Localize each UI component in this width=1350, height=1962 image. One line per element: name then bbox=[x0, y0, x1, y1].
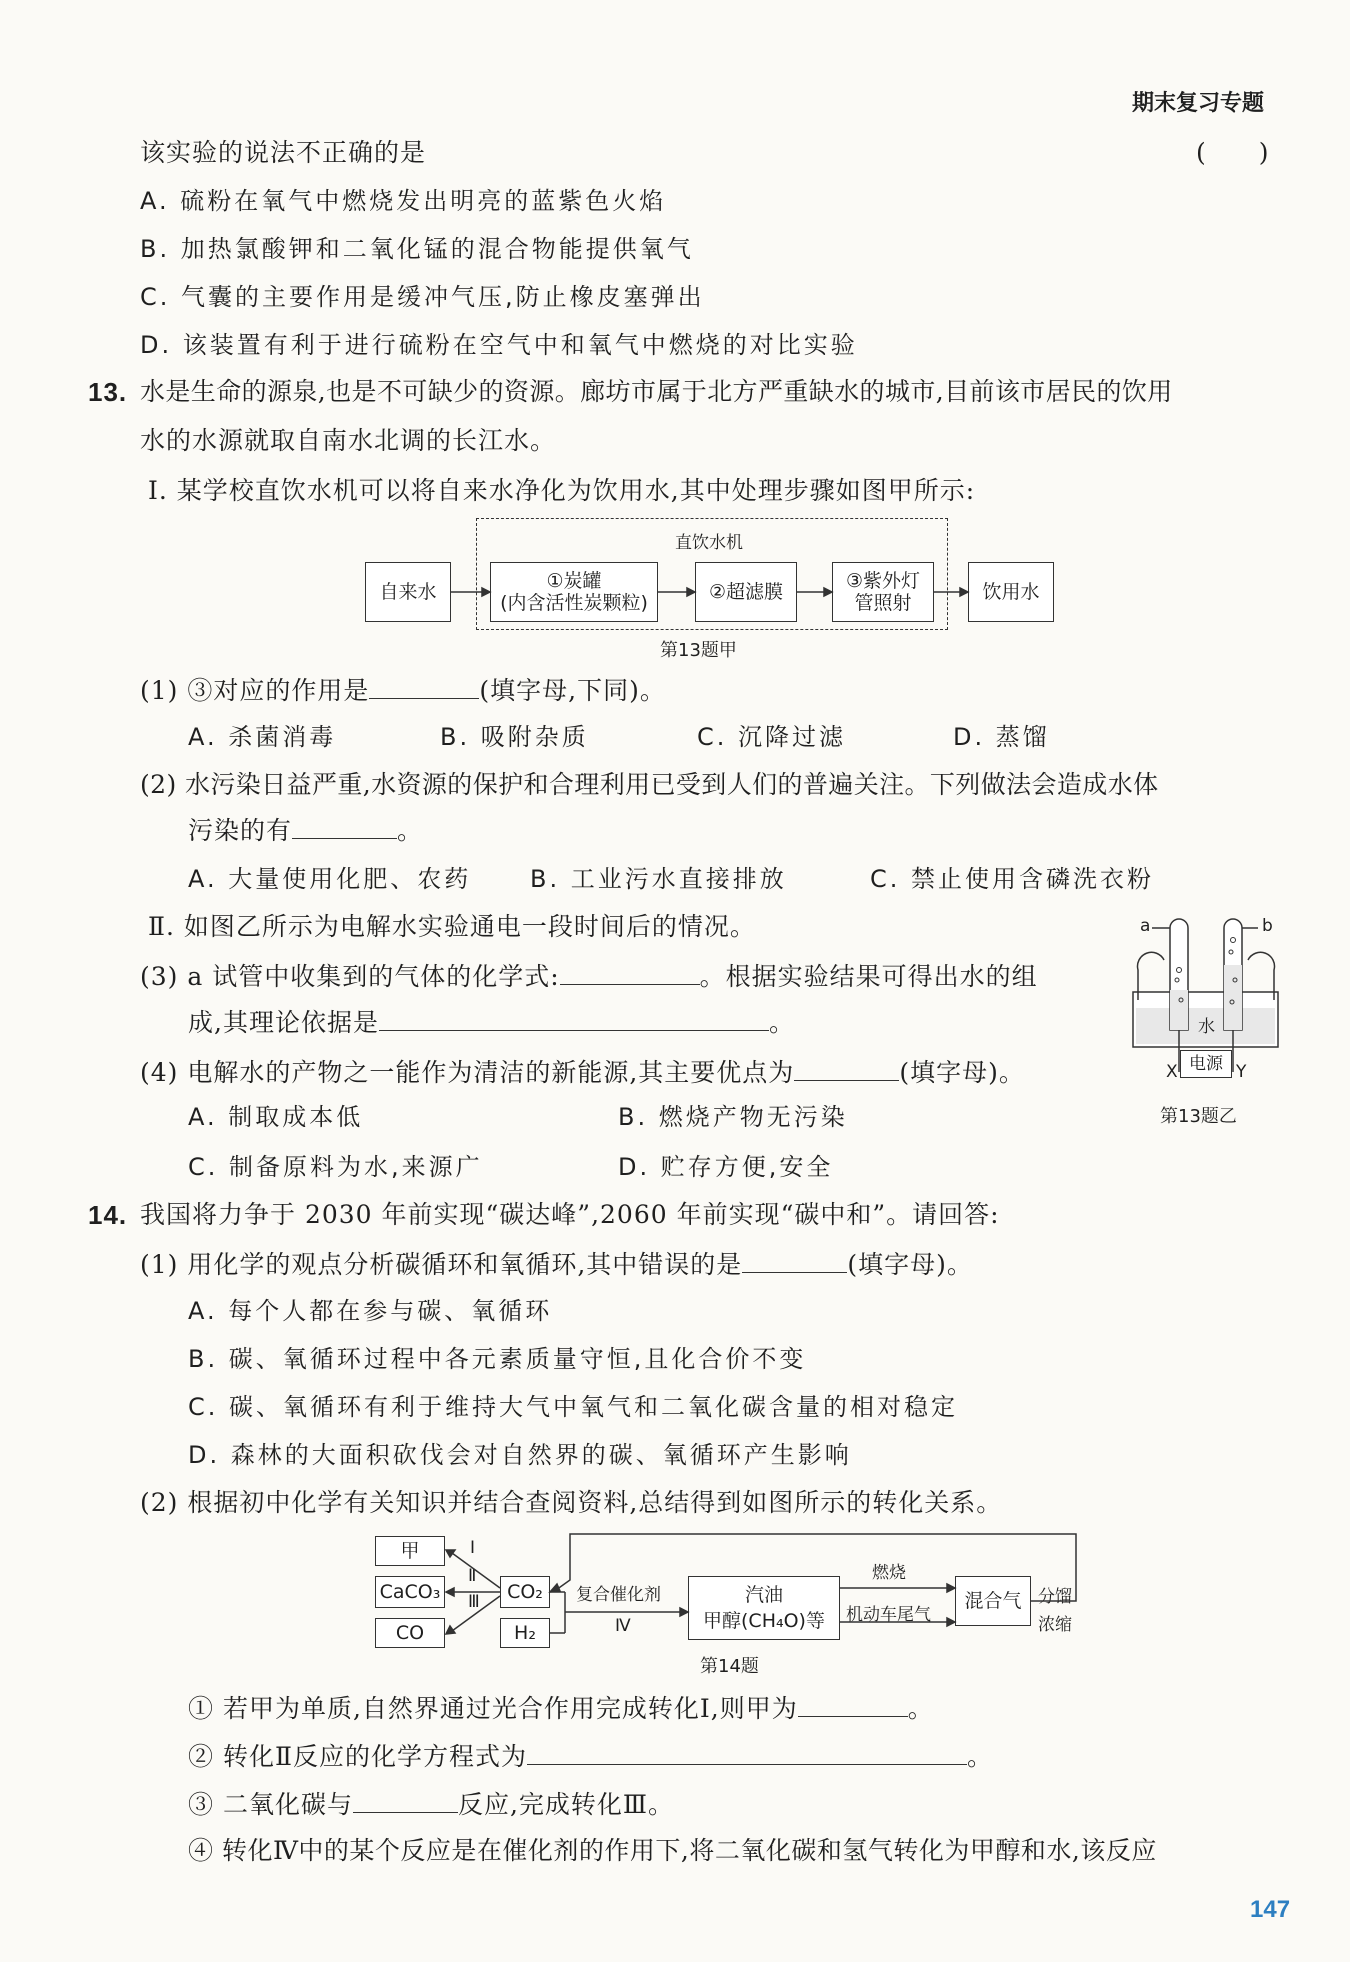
q13-sub4: (4) 电解水的产物之一能作为清洁的新能源,其主要优点为 (填字母)。 bbox=[140, 1054, 1025, 1090]
mixed-gas-box: 混合气 bbox=[955, 1576, 1031, 1626]
uv-lamp-box: ③紫外灯 管照射 bbox=[832, 562, 934, 622]
q13-s1-option-a: A. 杀菌消毒 bbox=[188, 723, 337, 751]
q13-stem-line1: 水是生命的源泉,也是不可缺少的资源。廊坊市属于北方严重缺水的城市,目前该市居民的饮用 bbox=[140, 377, 1173, 406]
q12-option-a: A. 硫粉在氧气中燃烧发出明亮的蓝紫色火焰 bbox=[140, 187, 667, 215]
q14-s1-option-a: A. 每个人都在参与碳、氧循环 bbox=[188, 1297, 553, 1325]
source-box: 自来水 bbox=[365, 562, 451, 622]
flow-arrows bbox=[360, 518, 1060, 648]
output-box: 饮用水 bbox=[968, 562, 1054, 622]
q12-option-c: C. 气囊的主要作用是缓冲气压,防止橡皮塞弹出 bbox=[140, 283, 705, 311]
q14-s1-option-b: B. 碳、氧循环过程中各元素质量守恒,且化合价不变 bbox=[188, 1345, 807, 1373]
water-label: 水 bbox=[1198, 1017, 1215, 1037]
tube-a-label: a bbox=[1140, 916, 1151, 936]
answer-blank[interactable] bbox=[369, 672, 479, 699]
electrolysis-apparatus bbox=[1128, 910, 1288, 1090]
q13-sub3-line1: (3) a 试管中收集到的气体的化学式: 。根据实验结果可得出水的组 bbox=[140, 958, 1038, 994]
q13-part1: Ⅰ. 某学校直饮水机可以将自来水净化为饮用水,其中处理步骤如图甲所示: bbox=[148, 476, 976, 505]
carbon-tank-box: ①炭罐 (内含活性炭颗粒) bbox=[490, 562, 658, 622]
q14-c2: ② 转化Ⅱ反应的化学方程式为 。 bbox=[188, 1738, 993, 1774]
page-number: 147 bbox=[1250, 1896, 1291, 1923]
exhaust-label: 机动车尾气 bbox=[846, 1605, 931, 1625]
q14-s1-option-c: C. 碳、氧循环有利于维持大气中氧气和二氧化碳含量的相对稳定 bbox=[188, 1393, 959, 1421]
section-header: 期末复习专题 bbox=[1132, 91, 1265, 116]
figure-caption-14: 第14题 bbox=[700, 1656, 759, 1677]
co-box: CO bbox=[375, 1618, 445, 1648]
q13-s4-option-a: A. 制取成本低 bbox=[188, 1103, 364, 1131]
figure-caption-13b: 第13题乙 bbox=[1160, 1106, 1237, 1127]
q13-s4-option-c: C. 制备原料为水,来源广 bbox=[188, 1153, 483, 1181]
q13-sub2-line1: (2) 水污染日益严重,水资源的保护和合理利用已受到人们的普遍关注。下列做法会造成水体 bbox=[140, 770, 1159, 799]
power-source-box: 电源 bbox=[1180, 1050, 1232, 1078]
terminal-y-label: Y bbox=[1236, 1062, 1247, 1082]
q13-s1-option-b: B. 吸附杂质 bbox=[440, 723, 589, 751]
answer-blank[interactable] bbox=[353, 1786, 458, 1813]
jia-box: 甲 bbox=[375, 1536, 445, 1566]
answer-blank[interactable] bbox=[527, 1738, 967, 1765]
catalyst-label: 复合催化剂 bbox=[576, 1585, 661, 1605]
q13-s2-option-b: B. 工业污水直接排放 bbox=[530, 865, 787, 893]
tube-b-label: b bbox=[1262, 916, 1273, 936]
product-box: 汽油 甲醇(CH₄O)等 bbox=[688, 1576, 840, 1640]
q13-sub1: (1) ③对应的作用是 (填字母,下同)。 bbox=[140, 672, 666, 708]
caco3-box: CaCO₃ bbox=[375, 1576, 445, 1608]
q14-sub2: (2) 根据初中化学有关知识并结合查阅资料,总结得到如图所示的转化关系。 bbox=[140, 1488, 1003, 1517]
answer-blank[interactable] bbox=[794, 1054, 899, 1081]
concentration-label: 浓缩 bbox=[1038, 1615, 1072, 1635]
q12-option-b: B. 加热氯酸钾和二氧化锰的混合物能提供氧气 bbox=[140, 235, 694, 263]
q14-number: 14. bbox=[88, 1200, 128, 1230]
q13-s2-option-c: C. 禁止使用含磷洗衣粉 bbox=[870, 865, 1155, 893]
answer-blank[interactable] bbox=[798, 1690, 908, 1717]
reaction-2-label: Ⅱ bbox=[468, 1566, 477, 1586]
q14-stem: 我国将力争于 2030 年前实现“碳达峰”,2060 年前实现“碳中和”。请回答: bbox=[140, 1200, 1000, 1229]
q12-option-d: D. 该装置有利于进行硫粉在空气中和氧气中燃烧的对比实验 bbox=[140, 331, 858, 359]
transformation-diagram bbox=[370, 1530, 1100, 1650]
q13-stem-line2: 水的水源就取自南水北调的长江水。 bbox=[140, 426, 557, 455]
co2-box: CO₂ bbox=[500, 1576, 550, 1608]
answer-blank[interactable] bbox=[379, 1004, 769, 1031]
reaction-3-label: Ⅲ bbox=[468, 1592, 480, 1612]
terminal-x-label: X bbox=[1166, 1062, 1178, 1082]
q13-s4-option-b: B. 燃烧产物无污染 bbox=[618, 1103, 848, 1131]
answer-blank[interactable] bbox=[742, 1246, 847, 1273]
q13-s1-option-c: C. 沉降过滤 bbox=[697, 723, 847, 751]
answer-blank[interactable] bbox=[292, 812, 397, 839]
fractionation-label: 分馏 bbox=[1038, 1587, 1072, 1607]
machine-label: 直饮水机 bbox=[675, 533, 743, 553]
q14-c1: ① 若甲为单质,自然界通过光合作用完成转化Ⅰ,则甲为 。 bbox=[188, 1690, 934, 1726]
q14-c3: ③ 二氧化碳与 反应,完成转化Ⅲ。 bbox=[188, 1786, 674, 1822]
q13-sub2-line2: 污染的有 。 bbox=[188, 812, 423, 848]
flow-diagram bbox=[360, 518, 1060, 648]
figure-caption-13a: 第13题甲 bbox=[660, 640, 737, 661]
q13-sub3-line2: 成,其理论依据是 。 bbox=[188, 1004, 795, 1040]
q12-stem-tail: 该实验的说法不正确的是 bbox=[140, 138, 427, 167]
q13-s1-option-d: D. 蒸馏 bbox=[953, 723, 1050, 751]
reaction-1-label: Ⅰ bbox=[470, 1538, 476, 1558]
transformation-arrows bbox=[370, 1530, 1100, 1650]
answer-paren: ( ) bbox=[1196, 138, 1270, 167]
q13-part2: Ⅱ. 如图乙所示为电解水实验通电一段时间后的情况。 bbox=[148, 912, 756, 941]
answer-blank[interactable] bbox=[560, 958, 700, 985]
burn-label: 燃烧 bbox=[872, 1563, 906, 1583]
q13-s4-option-d: D. 贮存方便,安全 bbox=[618, 1153, 834, 1181]
ultrafiltration-box: ②超滤膜 bbox=[695, 562, 797, 622]
q13-number: 13. bbox=[88, 377, 128, 407]
h2-box: H₂ bbox=[500, 1618, 550, 1648]
q14-sub1: (1) 用化学的观点分析碳循环和氧循环,其中错误的是 (填字母)。 bbox=[140, 1246, 973, 1282]
q13-s2-option-a: A. 大量使用化肥、农药 bbox=[188, 865, 472, 893]
reaction-4-label: Ⅳ bbox=[615, 1616, 631, 1636]
q14-c4: ④ 转化Ⅳ中的某个反应是在催化剂的作用下,将二氧化碳和氢气转化为甲醇和水,该反应 bbox=[188, 1836, 1157, 1865]
q14-s1-option-d: D. 森林的大面积砍伐会对自然界的碳、氧循环产生影响 bbox=[188, 1441, 852, 1469]
